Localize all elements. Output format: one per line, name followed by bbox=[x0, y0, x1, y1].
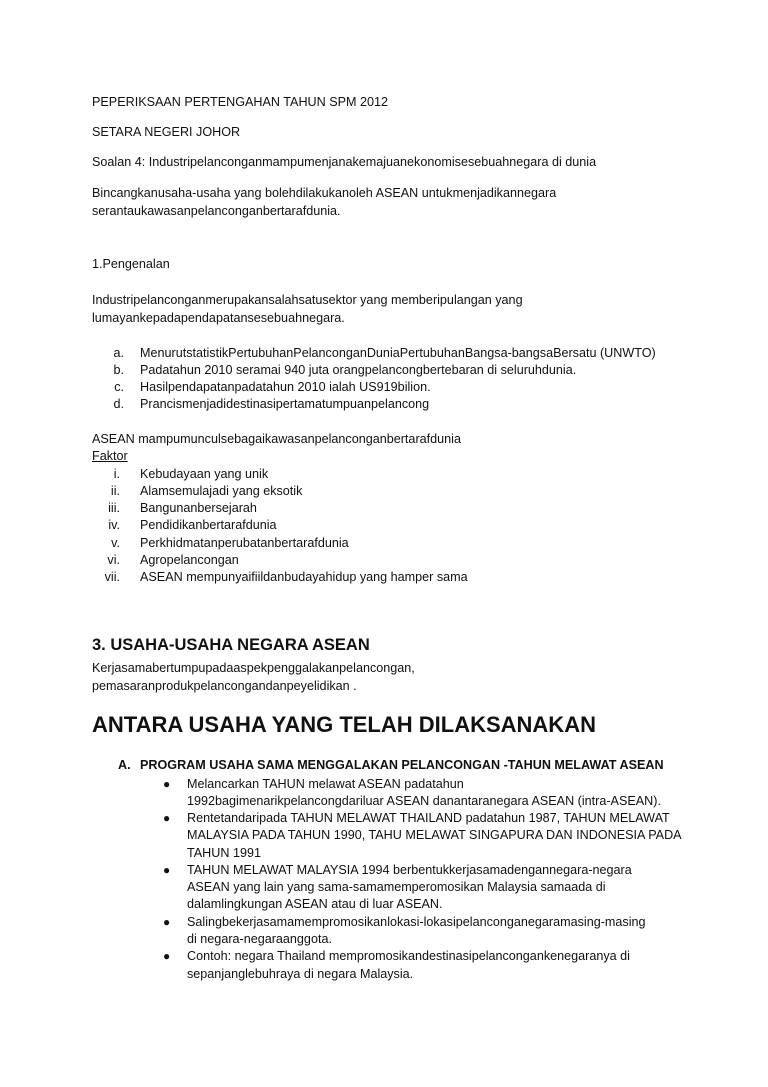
list-item-label: v. bbox=[111, 536, 120, 550]
list-item-label: ii. bbox=[110, 484, 120, 498]
bullet-line: Contoh: negara Thailand mempromosikandestinasipelancongankenegaranya di bbox=[187, 949, 630, 963]
bullet-line: dalamlingkungan ASEAN atau di luar ASEAN. bbox=[187, 897, 443, 911]
list-item-label: vi. bbox=[107, 553, 120, 567]
list-item-label: b. bbox=[113, 363, 124, 377]
bullet-line: ASEAN yang lain yang sama-samamemperomosikan Malaysia samaada di bbox=[187, 880, 606, 894]
subsection-a-heading: PROGRAM USAHA SAMA MENGGALAKAN PELANCONGAN -TAHUN MELAWAT ASEAN bbox=[140, 758, 664, 772]
list-item-label: d. bbox=[113, 397, 124, 411]
bullet-icon: ● bbox=[163, 949, 171, 963]
list-item: Bangunanbersejarah bbox=[140, 501, 257, 515]
bullet-line: MALAYSIA PADA TAHUN 1990, TAHU MELAWAT SINGAPURA DAN INDONESIA PADA bbox=[187, 828, 682, 842]
bullet-line: sepanjanglebuhraya di negara Malaysia. bbox=[187, 967, 414, 981]
bullet-line: Rentetandaripada TAHUN MELAWAT THAILAND padatahun 1987, TAHUN MELAWAT bbox=[187, 811, 670, 825]
factors-title: Faktor bbox=[92, 449, 128, 463]
bullet-line: Salingbekerjasamamempromosikanlokasi-lokasipelanconganegaramasing-masing bbox=[187, 915, 646, 929]
bullet-line: TAHUN MELAWAT MALAYSIA 1994 berbentukkerjasamadengannegara-negara bbox=[187, 863, 632, 877]
section3-line2: pemasaranprodukpelancongandanpeyelidikan . bbox=[92, 679, 357, 693]
exam-title: PEPERIKSAAN PERTENGAHAN TAHUN SPM 2012 bbox=[92, 95, 389, 109]
bullet-line: 1992bagimenarikpelancongdariluar ASEAN danantaranegara ASEAN (intra-ASEAN). bbox=[187, 794, 661, 808]
intro-para-line1: Industripelanconganmerupakansalahsatusektor yang memberipulangan yang bbox=[92, 293, 523, 307]
intro-heading: 1.Pengenalan bbox=[92, 257, 170, 271]
question-prompt-line1: Bincangkanusaha-usaha yang bolehdilakukanoleh ASEAN untukmenjadikannegara bbox=[92, 186, 557, 200]
bullet-icon: ● bbox=[163, 863, 171, 877]
list-item: MenurutstatistikPertubuhanPelanconganDuniaPertubuhanBangsa-bangsaBersatu (UNWTO) bbox=[140, 346, 656, 360]
factors-intro: ASEAN mampumunculsebagaikawasanpelanconganbertarafdunia bbox=[92, 432, 461, 446]
list-item: Hasilpendapatanpadatahun 2010 ialah US919bilion. bbox=[140, 380, 431, 394]
list-item: Prancismenjadidestinasipertamatumpuanpelancong bbox=[140, 397, 430, 411]
bullet-line: di negara-negaraanggota. bbox=[187, 932, 332, 946]
bullet-icon: ● bbox=[163, 777, 171, 791]
list-item: ASEAN mempunyaifiildanbudayahidup yang hamper sama bbox=[140, 570, 468, 584]
section3-heading: 3. USAHA-USAHA NEGARA ASEAN bbox=[92, 636, 370, 654]
list-item: Kebudayaan yang unik bbox=[140, 467, 269, 481]
list-item-label: i. bbox=[113, 467, 120, 481]
question-prompt-line2: serantaukawasanpelanconganbertarafdunia. bbox=[92, 204, 341, 218]
antara-heading: ANTARA USAHA YANG TELAH DILAKSANAKAN bbox=[92, 712, 596, 737]
section3-line1: Kerjasamabertumpupadaaspekpenggalakanpelancongan, bbox=[92, 661, 415, 675]
list-item: Perkhidmatanperubatanbertarafdunia bbox=[140, 536, 349, 550]
list-item-label: vii. bbox=[104, 570, 120, 584]
list-item: Padatahun 2010 seramai 940 juta orangpelancongbertebaran di seluruhdunia. bbox=[140, 363, 577, 377]
question-text: Soalan 4: Industripelanconganmampumenjanakemajuanekonomisesebuahnegara di dunia bbox=[92, 155, 597, 169]
list-item: Agropelancongan bbox=[140, 553, 239, 567]
intro-para-line2: lumayankepadapendapatansesebuahnegara. bbox=[92, 311, 345, 325]
list-item-label: a. bbox=[113, 346, 124, 360]
list-item-label: iv. bbox=[108, 518, 120, 532]
subsection-a-label: A. bbox=[118, 758, 131, 772]
list-item: Pendidikanbertarafdunia bbox=[140, 518, 277, 532]
bullet-icon: ● bbox=[163, 811, 171, 825]
bullet-line: TAHUN 1991 bbox=[187, 846, 261, 860]
exam-state: SETARA NEGERI JOHOR bbox=[92, 125, 241, 139]
bullet-line: Melancarkan TAHUN melawat ASEAN padatahun bbox=[187, 777, 464, 791]
list-item-label: iii. bbox=[108, 501, 120, 515]
list-item-label: c. bbox=[114, 380, 124, 394]
bullet-icon: ● bbox=[163, 915, 171, 929]
list-item: Alamsemulajadi yang eksotik bbox=[140, 484, 303, 498]
